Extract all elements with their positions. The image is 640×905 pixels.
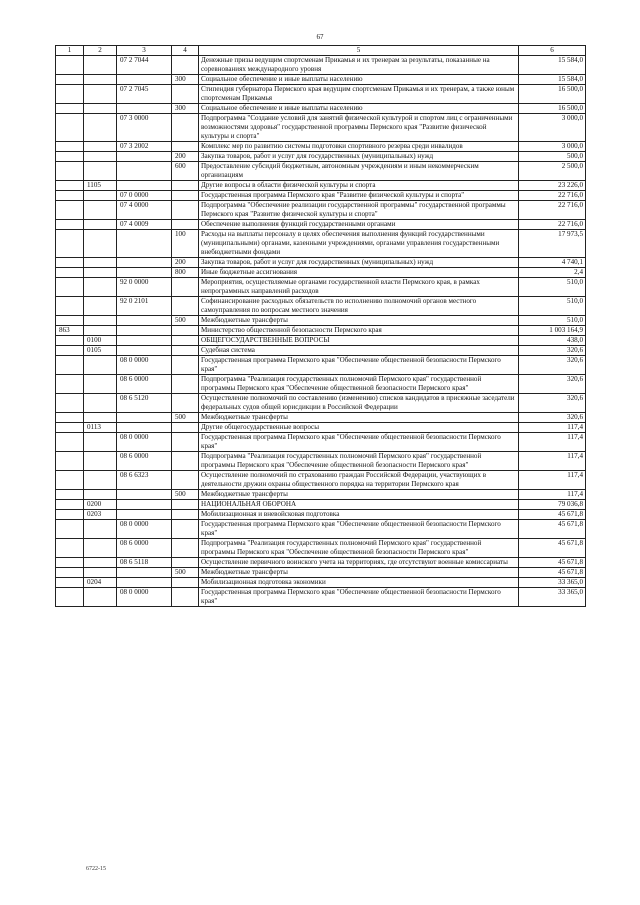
target-article-cell <box>117 578 172 588</box>
table-row <box>56 114 586 142</box>
header-cell: 6 <box>519 46 586 56</box>
admin-code-cell <box>56 568 84 578</box>
target-article-cell: 08 0 0000 <box>117 356 172 375</box>
table-row <box>56 181 586 191</box>
admin-code-cell <box>56 56 84 75</box>
budget-table <box>55 45 586 607</box>
expense-type-cell <box>172 578 199 588</box>
target-article-cell: 08 0 0000 <box>117 588 172 607</box>
section-code-cell <box>84 433 117 452</box>
description-cell: Закупка товаров, работ и услуг для государственных (муниципальных) нужд <box>199 152 519 162</box>
description-cell: ОБЩЕГОСУДАРСТВЕННЫЕ ВОПРОСЫ <box>199 336 519 346</box>
table-row <box>56 316 586 326</box>
section-code-cell: 0203 <box>84 510 117 520</box>
admin-code-cell <box>56 375 84 394</box>
expense-type-cell <box>172 500 199 510</box>
section-code-cell <box>84 142 117 152</box>
section-code-cell <box>84 326 117 336</box>
description-cell: Другие общегосударственные вопросы <box>199 423 519 433</box>
admin-code-cell <box>56 520 84 539</box>
target-article-cell <box>117 568 172 578</box>
section-code-cell: 0204 <box>84 578 117 588</box>
target-article-cell <box>117 490 172 500</box>
description-cell: Комплекс мер по развитию системы подготовки спортивного резерва среди инвалидов <box>199 142 519 152</box>
description-cell: Денежные призы ведущим спортсменам Прикамья и их тренерам за результаты, показанные на соревнованиях международного уровня <box>199 56 519 75</box>
amount-cell: 320,6 <box>519 413 586 423</box>
target-article-cell: 07 2 7044 <box>117 56 172 75</box>
section-code-cell <box>84 104 117 114</box>
amount-cell: 16 500,0 <box>519 104 586 114</box>
amount-cell: 500,0 <box>519 152 586 162</box>
table-row <box>56 500 586 510</box>
header-row <box>56 46 586 56</box>
target-article-cell: 07 4 0009 <box>117 220 172 230</box>
table-row <box>56 278 586 297</box>
amount-cell: 45 671,8 <box>519 558 586 568</box>
description-cell: Расходы на выплаты персоналу в целях обеспечения выполнения функций государственными (муниципальными) органами, казенными учреждениями, органами управления государственными внебюджетными фондами <box>199 230 519 258</box>
table-row <box>56 258 586 268</box>
admin-code-cell: 863 <box>56 326 84 336</box>
target-article-cell: 08 6 6323 <box>117 471 172 490</box>
amount-cell: 117,4 <box>519 471 586 490</box>
section-code-cell <box>84 452 117 471</box>
table-row <box>56 578 586 588</box>
expense-type-cell <box>172 297 199 316</box>
admin-code-cell <box>56 452 84 471</box>
amount-cell: 320,6 <box>519 346 586 356</box>
section-code-cell: 0100 <box>84 336 117 346</box>
section-code-cell <box>84 588 117 607</box>
expense-type-cell: 300 <box>172 75 199 85</box>
amount-cell: 438,0 <box>519 336 586 346</box>
section-code-cell <box>84 471 117 490</box>
admin-code-cell <box>56 142 84 152</box>
admin-code-cell <box>56 578 84 588</box>
table-row <box>56 346 586 356</box>
amount-cell: 15 584,0 <box>519 56 586 75</box>
admin-code-cell <box>56 423 84 433</box>
section-code-cell <box>84 201 117 220</box>
target-article-cell: 92 0 2101 <box>117 297 172 316</box>
table-row <box>56 230 586 258</box>
admin-code-cell <box>56 394 84 413</box>
target-article-cell <box>117 104 172 114</box>
target-article-cell: 08 6 0000 <box>117 375 172 394</box>
target-article-cell <box>117 230 172 258</box>
expense-type-cell <box>172 346 199 356</box>
expense-type-cell <box>172 423 199 433</box>
section-code-cell: 0113 <box>84 423 117 433</box>
amount-cell: 45 671,8 <box>519 510 586 520</box>
section-code-cell <box>84 539 117 558</box>
description-cell: Государственная программа Пермского края "Обеспечение общественной безопасности Пермского края" <box>199 520 519 539</box>
amount-cell: 3 000,0 <box>519 114 586 142</box>
section-code-cell <box>84 114 117 142</box>
section-code-cell <box>84 258 117 268</box>
target-article-cell <box>117 316 172 326</box>
amount-cell: 117,4 <box>519 423 586 433</box>
admin-code-cell <box>56 500 84 510</box>
description-cell: Подпрограмма "Реализация государственных полномочий Пермского края" государственной программы Пермского края "Обеспечение общественной безопасности Пермского края" <box>199 375 519 394</box>
target-article-cell <box>117 268 172 278</box>
admin-code-cell <box>56 433 84 452</box>
description-cell: Иные бюджетные ассигнования <box>199 268 519 278</box>
section-code-cell <box>84 297 117 316</box>
description-cell: НАЦИОНАЛЬНАЯ ОБОРОНА <box>199 500 519 510</box>
table-row <box>56 558 586 568</box>
amount-cell: 510,0 <box>519 278 586 297</box>
section-code-cell <box>84 568 117 578</box>
expense-type-cell <box>172 356 199 375</box>
amount-cell: 33 365,0 <box>519 588 586 607</box>
expense-type-cell: 300 <box>172 104 199 114</box>
table-row <box>56 423 586 433</box>
admin-code-cell <box>56 152 84 162</box>
table-row <box>56 75 586 85</box>
admin-code-cell <box>56 220 84 230</box>
section-code-cell <box>84 152 117 162</box>
amount-cell: 117,4 <box>519 433 586 452</box>
table-row <box>56 297 586 316</box>
target-article-cell <box>117 152 172 162</box>
expense-type-cell <box>172 336 199 346</box>
table-row <box>56 510 586 520</box>
description-cell: Осуществление полномочий по страхованию граждан Российской Федерации, участвующих в деятельности дружин охраны общественного порядка на территории Пермского края <box>199 471 519 490</box>
expense-type-cell <box>172 191 199 201</box>
description-cell: Межбюджетные трансферты <box>199 568 519 578</box>
table-row <box>56 104 586 114</box>
section-code-cell <box>84 520 117 539</box>
expense-type-cell <box>172 375 199 394</box>
section-code-cell <box>84 490 117 500</box>
section-code-cell <box>84 220 117 230</box>
description-cell: Подпрограмма "Реализация государственных полномочий Пермского края" государственной программы Пермского края "Обеспечение общественной безопасности Пермского края" <box>199 539 519 558</box>
target-article-cell <box>117 423 172 433</box>
description-cell: Стипендия губернатора Пермского края ведущим спортсменам Прикамья и их тренерам, а также юным спортсменам Прикамья <box>199 85 519 104</box>
expense-type-cell: 200 <box>172 258 199 268</box>
amount-cell: 45 671,8 <box>519 568 586 578</box>
description-cell: Мобилизационная и вневойсковая подготовка <box>199 510 519 520</box>
target-article-cell <box>117 326 172 336</box>
description-cell: Софинансирование расходных обязательств по исполнению полномочий органов местного самоуправления по вопросам местного значения <box>199 297 519 316</box>
target-article-cell: 07 3 0000 <box>117 114 172 142</box>
section-code-cell <box>84 316 117 326</box>
section-code-cell <box>84 413 117 423</box>
amount-cell: 510,0 <box>519 316 586 326</box>
section-code-cell <box>84 278 117 297</box>
description-cell: Государственная программа Пермского края "Обеспечение общественной безопасности Пермского края" <box>199 356 519 375</box>
table-row <box>56 220 586 230</box>
expense-type-cell <box>172 114 199 142</box>
target-article-cell: 07 4 0000 <box>117 201 172 220</box>
expense-type-cell <box>172 520 199 539</box>
target-article-cell: 08 0 0000 <box>117 520 172 539</box>
section-code-cell <box>84 268 117 278</box>
table-row <box>56 142 586 152</box>
admin-code-cell <box>56 346 84 356</box>
description-cell: Государственная программа Пермского края "Обеспечение общественной безопасности Пермского края" <box>199 588 519 607</box>
description-cell: Мероприятия, осуществляемые органами государственной власти Пермского края, в рамках непрограммных направлений расходов <box>199 278 519 297</box>
description-cell: Другие вопросы в области физической культуры и спорта <box>199 181 519 191</box>
target-article-cell <box>117 162 172 181</box>
target-article-cell <box>117 75 172 85</box>
table-row <box>56 356 586 375</box>
table-row <box>56 520 586 539</box>
table-row <box>56 375 586 394</box>
amount-cell: 22 716,0 <box>519 220 586 230</box>
table-row <box>56 268 586 278</box>
admin-code-cell <box>56 268 84 278</box>
admin-code-cell <box>56 356 84 375</box>
table-row <box>56 433 586 452</box>
amount-cell: 320,6 <box>519 394 586 413</box>
description-cell: Осуществление полномочий по составлению (изменению) списков кандидатов в присяжные заседатели федеральных судов общей юрисдикции в Российской Федерации <box>199 394 519 413</box>
admin-code-cell <box>56 114 84 142</box>
table-row <box>56 56 586 75</box>
expense-type-cell <box>172 56 199 75</box>
expense-type-cell <box>172 471 199 490</box>
description-cell: Мобилизационная подготовка экономики <box>199 578 519 588</box>
target-article-cell: 08 6 5120 <box>117 394 172 413</box>
expense-type-cell <box>172 588 199 607</box>
admin-code-cell <box>56 162 84 181</box>
table-row <box>56 413 586 423</box>
description-cell: Подпрограмма "Обеспечение реализации государственной программы" государственной программы Пермского края "Развитие физической культуры и спорта" <box>199 201 519 220</box>
expense-type-cell: 800 <box>172 268 199 278</box>
amount-cell: 510,0 <box>519 297 586 316</box>
amount-cell: 2 500,0 <box>519 162 586 181</box>
amount-cell: 33 365,0 <box>519 578 586 588</box>
table-row <box>56 568 586 578</box>
description-cell: Закупка товаров, работ и услуг для государственных (муниципальных) нужд <box>199 258 519 268</box>
description-cell: Социальное обеспечение и иные выплаты населению <box>199 104 519 114</box>
amount-cell: 117,4 <box>519 490 586 500</box>
expense-type-cell <box>172 220 199 230</box>
table-row <box>56 326 586 336</box>
page-number: 67 <box>316 33 324 41</box>
header-cell: 2 <box>84 46 117 56</box>
section-code-cell <box>84 85 117 104</box>
expense-type-cell <box>172 201 199 220</box>
target-article-cell <box>117 258 172 268</box>
expense-type-cell: 500 <box>172 568 199 578</box>
target-article-cell: 08 6 5118 <box>117 558 172 568</box>
admin-code-cell <box>56 539 84 558</box>
target-article-cell: 07 3 2002 <box>117 142 172 152</box>
expense-type-cell: 200 <box>172 152 199 162</box>
header-cell: 5 <box>199 46 519 56</box>
description-cell: Государственная программа Пермского края "Развитие физической культуры и спорта" <box>199 191 519 201</box>
expense-type-cell: 100 <box>172 230 199 258</box>
section-code-cell <box>84 558 117 568</box>
admin-code-cell <box>56 490 84 500</box>
amount-cell: 45 671,8 <box>519 520 586 539</box>
amount-cell: 45 671,8 <box>519 539 586 558</box>
description-cell: Осуществление первичного воинского учета на территориях, где отсутствуют военные комиссариаты <box>199 558 519 568</box>
table-row <box>56 152 586 162</box>
table-row <box>56 336 586 346</box>
admin-code-cell <box>56 85 84 104</box>
admin-code-cell <box>56 413 84 423</box>
admin-code-cell <box>56 201 84 220</box>
table-row <box>56 85 586 104</box>
section-code-cell <box>84 75 117 85</box>
expense-type-cell: 500 <box>172 316 199 326</box>
expense-type-cell <box>172 433 199 452</box>
description-cell: Межбюджетные трансферты <box>199 413 519 423</box>
admin-code-cell <box>56 336 84 346</box>
admin-code-cell <box>56 297 84 316</box>
admin-code-cell <box>56 75 84 85</box>
target-article-cell: 92 0 0000 <box>117 278 172 297</box>
admin-code-cell <box>56 588 84 607</box>
description-cell: Подпрограмма "Реализация государственных полномочий Пермского края" государственной программы Пермского края "Обеспечение общественной безопасности Пермского края" <box>199 452 519 471</box>
amount-cell: 320,6 <box>519 375 586 394</box>
section-code-cell <box>84 230 117 258</box>
footer-code: 6722-15 <box>86 866 106 872</box>
description-cell: Подпрограмма "Создание условий для занятий физической культурой и спортом лиц с ограниченными возможностями здоровья" государственной программы Пермского края "Развитие физической культуры и спорта" <box>199 114 519 142</box>
table-row <box>56 201 586 220</box>
amount-cell: 2,4 <box>519 268 586 278</box>
target-article-cell: 07 2 7045 <box>117 85 172 104</box>
amount-cell: 1 003 164,9 <box>519 326 586 336</box>
section-code-cell: 0105 <box>84 346 117 356</box>
expense-type-cell <box>172 278 199 297</box>
admin-code-cell <box>56 191 84 201</box>
table-row <box>56 490 586 500</box>
amount-cell: 22 716,0 <box>519 191 586 201</box>
section-code-cell <box>84 356 117 375</box>
description-cell: Министерство общественной безопасности Пермского края <box>199 326 519 336</box>
admin-code-cell <box>56 258 84 268</box>
section-code-cell <box>84 375 117 394</box>
amount-cell: 4 740,1 <box>519 258 586 268</box>
expense-type-cell: 600 <box>172 162 199 181</box>
section-code-cell <box>84 191 117 201</box>
amount-cell: 22 716,0 <box>519 201 586 220</box>
target-article-cell <box>117 500 172 510</box>
admin-code-cell <box>56 181 84 191</box>
target-article-cell: 08 6 0000 <box>117 452 172 471</box>
header-cell: 1 <box>56 46 84 56</box>
amount-cell: 16 500,0 <box>519 85 586 104</box>
amount-cell: 3 000,0 <box>519 142 586 152</box>
expense-type-cell <box>172 394 199 413</box>
table-row <box>56 394 586 413</box>
description-cell: Обеспечение выполнения функций государственными органами <box>199 220 519 230</box>
section-code-cell: 1105 <box>84 181 117 191</box>
admin-code-cell <box>56 471 84 490</box>
admin-code-cell <box>56 558 84 568</box>
amount-cell: 15 584,0 <box>519 75 586 85</box>
header-cell: 3 <box>117 46 172 56</box>
expense-type-cell <box>172 539 199 558</box>
expense-type-cell <box>172 452 199 471</box>
admin-code-cell <box>56 278 84 297</box>
target-article-cell <box>117 413 172 423</box>
section-code-cell <box>84 162 117 181</box>
description-cell: Государственная программа Пермского края "Обеспечение общественной безопасности Пермского края" <box>199 433 519 452</box>
table-row <box>56 162 586 181</box>
expense-type-cell <box>172 510 199 520</box>
expense-type-cell <box>172 181 199 191</box>
expense-type-cell: 500 <box>172 413 199 423</box>
expense-type-cell: 500 <box>172 490 199 500</box>
table-row <box>56 452 586 471</box>
expense-type-cell <box>172 85 199 104</box>
description-cell: Предоставление субсидий бюджетным, автономным учреждениям и иным некоммерческим организациям <box>199 162 519 181</box>
admin-code-cell <box>56 104 84 114</box>
admin-code-cell <box>56 230 84 258</box>
table-row <box>56 588 586 607</box>
section-code-cell: 0200 <box>84 500 117 510</box>
table-row <box>56 539 586 558</box>
section-code-cell <box>84 56 117 75</box>
expense-type-cell <box>172 558 199 568</box>
header-cell: 4 <box>172 46 199 56</box>
description-cell: Межбюджетные трансферты <box>199 316 519 326</box>
target-article-cell <box>117 181 172 191</box>
table-row <box>56 191 586 201</box>
amount-cell: 17 973,5 <box>519 230 586 258</box>
amount-cell: 117,4 <box>519 452 586 471</box>
table-row <box>56 471 586 490</box>
target-article-cell: 07 0 0000 <box>117 191 172 201</box>
amount-cell: 23 226,0 <box>519 181 586 191</box>
description-cell: Судебная система <box>199 346 519 356</box>
description-cell: Межбюджетные трансферты <box>199 490 519 500</box>
section-code-cell <box>84 394 117 413</box>
target-article-cell <box>117 346 172 356</box>
description-cell: Социальное обеспечение и иные выплаты населению <box>199 75 519 85</box>
target-article-cell: 08 6 0000 <box>117 539 172 558</box>
target-article-cell <box>117 510 172 520</box>
target-article-cell: 08 0 0000 <box>117 433 172 452</box>
expense-type-cell <box>172 142 199 152</box>
expense-type-cell <box>172 326 199 336</box>
amount-cell: 79 036,8 <box>519 500 586 510</box>
amount-cell: 320,6 <box>519 356 586 375</box>
admin-code-cell <box>56 510 84 520</box>
target-article-cell <box>117 336 172 346</box>
admin-code-cell <box>56 316 84 326</box>
